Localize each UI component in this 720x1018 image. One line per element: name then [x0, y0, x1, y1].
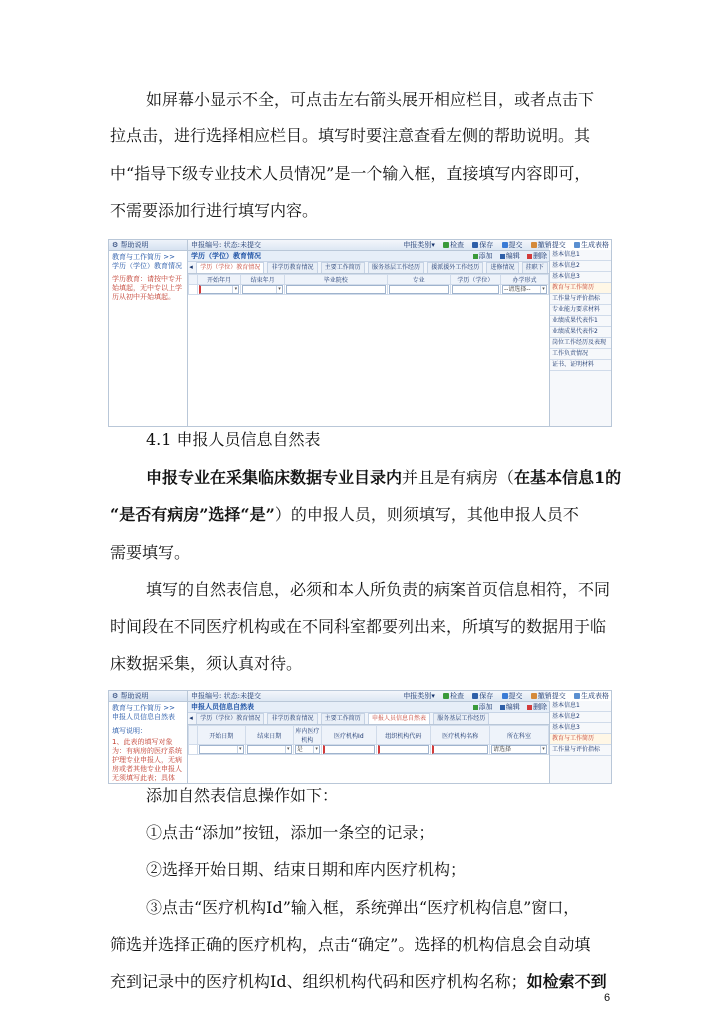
dropdown-icon: ▾	[313, 746, 319, 753]
delete-button[interactable]: 删除	[527, 703, 547, 711]
help-path: 教育与工作简历 >> 学历（学位）教育情况	[112, 253, 182, 270]
tab-grassroots[interactable]: 服务基层工作经历	[368, 262, 424, 273]
edit-button[interactable]: 编辑	[500, 703, 520, 711]
add-icon	[473, 254, 478, 259]
end-date-input[interactable]	[247, 745, 292, 754]
status-text: 申报编号: 状态:未提交	[191, 241, 261, 249]
nav-item-ability[interactable]: 专业能力要求材料	[550, 305, 611, 316]
status-text: 申报编号: 状态:未提交	[191, 692, 261, 700]
column-header: 所在科室	[490, 726, 549, 745]
nav-item-education[interactable]: 教育与工作简历	[550, 734, 611, 745]
tab-work-history[interactable]: 主要工作简历	[321, 713, 365, 724]
submit-icon	[502, 693, 508, 699]
edit-button[interactable]: 编辑	[500, 252, 520, 260]
major-cell[interactable]	[387, 285, 450, 295]
para3-line3: 床数据采集，须认真对待。	[110, 654, 303, 673]
mode-cell[interactable]	[500, 285, 548, 295]
check-button[interactable]: 检查	[443, 240, 464, 250]
page-number: 6	[604, 992, 611, 1004]
help-icon: ⚙	[112, 692, 121, 700]
submit-button[interactable]: 提交	[502, 240, 523, 250]
column-header: 医疗机构Id	[322, 726, 377, 745]
para3-line1: 填写的自然表信息，必须和本人所负责的病案首页信息相符，不同	[146, 580, 611, 599]
column-header: 学历（学位）	[450, 275, 500, 285]
add-button[interactable]: 添加	[473, 703, 493, 711]
start-month-input[interactable]	[199, 285, 240, 294]
generate-button[interactable]: 生成表格	[574, 240, 609, 250]
step-2: ②选择开始日期、结束日期和库内医疗机构；	[146, 860, 467, 879]
section-nav	[549, 701, 611, 783]
tab-training[interactable]: 进修情况	[486, 262, 518, 273]
nav-item-workload[interactable]: 工作量与评价指标	[550, 294, 611, 305]
revoke-button[interactable]: 撤销提交	[531, 240, 566, 250]
row-number	[189, 745, 198, 755]
tab-natural-table[interactable]: 申报人员信息自然表	[368, 713, 430, 724]
dropdown-icon: ▾	[540, 746, 546, 753]
revoke-icon	[531, 242, 537, 248]
nav-item-achievement-1[interactable]: 业绩成果代表作1	[550, 316, 611, 327]
help-path: 教育与工作简历 >> 申报人员信息自然表	[112, 704, 175, 721]
help-icon: ⚙	[112, 241, 121, 249]
tab-strip	[188, 713, 549, 725]
step-3-line2: 筛选并选择正确的医疗机构，点击“确定”。选择的机构信息会自动填	[110, 935, 591, 954]
nav-item-responsibility[interactable]: 工作负责情况	[550, 349, 611, 360]
start-month-cell[interactable]	[197, 285, 241, 295]
section-nav	[549, 250, 611, 426]
mode-select[interactable]: --请选择-- ▾	[502, 285, 547, 294]
tab-non-degree[interactable]: 非学历教育情况	[267, 713, 317, 724]
save-icon	[472, 693, 478, 699]
start-date-cell[interactable]	[197, 745, 245, 755]
start-date-input[interactable]	[199, 745, 244, 754]
para1-line2: 拉点击，进行选择相应栏目。填写时要注意查看左侧的帮助说明。其	[110, 126, 591, 145]
tab-aid[interactable]: 援派援外工作经历	[427, 262, 483, 273]
help-panel	[109, 691, 188, 783]
column-header: 结束年月	[241, 275, 285, 285]
help-panel	[109, 240, 188, 426]
generate-icon	[574, 693, 580, 699]
screenshot-education-form	[108, 239, 612, 427]
row-number-header	[189, 275, 198, 285]
step-1: ①点击“添加”按钮，添加一条空的记录；	[146, 823, 435, 842]
column-header: 组织机构代码	[376, 726, 431, 745]
help-body: 1、此表的填写对象为：有病房的医疗系统护理专业申报人，无病房或者其他专业申报人无须填写此表；具体	[112, 738, 182, 782]
department-select[interactable]: 请选择 ▾	[491, 745, 547, 754]
save-button[interactable]: 保存	[472, 691, 493, 701]
tab-left-arrow[interactable]: ◂	[189, 714, 193, 722]
check-icon	[443, 693, 449, 699]
dropdown-icon: ▾	[276, 286, 282, 293]
delete-button[interactable]: 删除	[527, 252, 547, 260]
nav-item-certificates[interactable]: 证书、证明材料	[550, 360, 611, 371]
toolbar	[188, 240, 609, 251]
in-library-cell[interactable]	[293, 745, 321, 755]
column-header: 毕业院校	[284, 275, 387, 285]
department-cell[interactable]	[490, 745, 549, 755]
column-header: 开始年月	[197, 275, 241, 285]
save-button[interactable]: 保存	[472, 240, 493, 250]
dropdown-icon: ▾	[237, 746, 243, 753]
column-header: 开始日期	[197, 726, 245, 745]
table-row	[189, 745, 549, 755]
tab-non-degree[interactable]: 非学历教育情况	[267, 262, 317, 273]
org-code-cell[interactable]	[376, 745, 431, 755]
para2-line3: 需要填写。	[110, 543, 191, 562]
tab-grassroots[interactable]: 服务基层工作经历	[433, 713, 489, 724]
column-header: 库内医疗机构	[293, 726, 321, 745]
edit-icon	[500, 705, 505, 710]
submit-button[interactable]: 提交	[502, 691, 523, 701]
column-header: 结束日期	[245, 726, 293, 745]
para1-line3: 中“指导下级专业技术人员情况”是一个输入框，直接填写内容即可，	[110, 164, 591, 183]
tab-secondment[interactable]: 挂职下	[522, 262, 548, 273]
school-cell[interactable]	[284, 285, 387, 295]
para2-line1: 申报专业在采集临床数据专业目录内并且是有病房（在基本信息1的	[146, 468, 622, 487]
column-header: 办学形式	[500, 275, 548, 285]
step-3-line1: ③点击“医疗机构Id”输入框，系统弹出“医疗机构信息”窗口，	[146, 898, 580, 917]
nav-item-basic-3[interactable]: 基本信息3	[550, 272, 611, 283]
end-month-input[interactable]	[242, 285, 283, 294]
help-header: ⚙ 帮助说明	[109, 240, 187, 251]
nav-item-basic-1[interactable]: 基本信息1	[550, 701, 611, 712]
school-input[interactable]	[286, 285, 386, 294]
end-month-cell[interactable]	[241, 285, 285, 295]
check-button[interactable]: 检查	[443, 691, 464, 701]
dropdown-icon: ▾	[232, 286, 238, 293]
step-3-line3: 充到记录中的医疗机构Id、组织机构代码和医疗机构名称；如检索不到	[110, 972, 607, 991]
education-table	[188, 274, 549, 295]
nav-item-achievement-2[interactable]: 业绩成果代表作2	[550, 327, 611, 338]
save-icon	[472, 242, 478, 248]
tab-left-arrow[interactable]: ◂	[189, 263, 193, 271]
category-button[interactable]: 申报类别▾	[403, 241, 435, 249]
nav-item-post-experience[interactable]: 岗位工作经历及表现	[550, 338, 611, 349]
institution-id-cell[interactable]	[322, 745, 377, 755]
delete-icon	[527, 705, 532, 710]
org-code-input[interactable]	[378, 745, 430, 754]
nav-item-basic-2[interactable]: 基本信息2	[550, 712, 611, 723]
dropdown-icon: ▾	[540, 286, 546, 293]
panel-title: 申报人员信息自然表 添加 编辑 删除	[188, 702, 549, 713]
check-icon	[443, 242, 449, 248]
institution-name-cell[interactable]	[431, 745, 490, 755]
tab-education[interactable]: 学历（学位）教育情况	[196, 262, 264, 273]
para1-line4: 不需要添加行进行填写内容。	[110, 201, 319, 220]
table-row	[189, 285, 549, 295]
tab-strip	[188, 262, 549, 274]
para1-line1: 如屏幕小显示不全，可点击左右箭头展开相应栏目，或者点击下	[146, 90, 595, 109]
nav-item-workload[interactable]: 工作量与评价指标	[550, 745, 611, 756]
degree-cell[interactable]	[450, 285, 500, 295]
nav-item-basic-3[interactable]: 基本信息3	[550, 723, 611, 734]
dropdown-icon: ▾	[285, 746, 291, 753]
para2-line2: “是否有病房”选择“是”）的申报人员，则须填写，其他申报人员不	[110, 505, 579, 524]
row-number	[189, 285, 198, 295]
column-header: 医疗机构名称	[431, 726, 490, 745]
add-button[interactable]: 添加	[473, 252, 493, 260]
edit-icon	[500, 254, 505, 259]
toolbar	[188, 691, 609, 702]
add-icon	[473, 705, 478, 710]
in-library-select[interactable]: 是 ▾	[295, 745, 320, 754]
degree-input[interactable]	[452, 285, 499, 294]
revoke-icon	[531, 693, 537, 699]
category-button[interactable]: 申报类别▾	[403, 692, 435, 700]
natural-table	[188, 725, 549, 755]
revoke-button[interactable]: 撤销提交	[531, 691, 566, 701]
screenshot-natural-table-form	[108, 690, 612, 784]
column-header: 专业	[387, 275, 450, 285]
institution-name-input[interactable]	[432, 745, 488, 754]
row-number-header	[189, 726, 198, 745]
generate-button[interactable]: 生成表格	[574, 691, 609, 701]
institution-id-input[interactable]	[323, 745, 375, 754]
help-body: 学历教育：请按中专开始填起，无中专以上学历从初中开始填起。	[112, 275, 182, 301]
nav-item-basic-1[interactable]: 基本信息1	[550, 250, 611, 261]
nav-item-education[interactable]: 教育与工作简历	[550, 283, 611, 294]
tab-education[interactable]: 学历（学位）教育情况	[196, 713, 264, 724]
tab-work-history[interactable]: 主要工作简历	[321, 262, 365, 273]
generate-icon	[574, 242, 580, 248]
nav-item-basic-2[interactable]: 基本信息2	[550, 261, 611, 272]
para4: 添加自然表信息操作如下：	[146, 786, 339, 805]
help-header: ⚙ 帮助说明	[109, 691, 187, 702]
help-title: 填写说明：	[112, 727, 147, 735]
end-date-cell[interactable]	[245, 745, 293, 755]
section-heading: 4.1 申报人员信息自然表	[146, 430, 321, 449]
major-input[interactable]	[389, 285, 449, 294]
panel-title: 学历（学位）教育情况 添加 编辑 删除	[188, 251, 549, 262]
para3-line2: 时间段在不同医疗机构或在不同科室都要列出来，所填写的数据用于临	[110, 617, 607, 636]
delete-icon	[527, 254, 532, 259]
submit-icon	[502, 242, 508, 248]
